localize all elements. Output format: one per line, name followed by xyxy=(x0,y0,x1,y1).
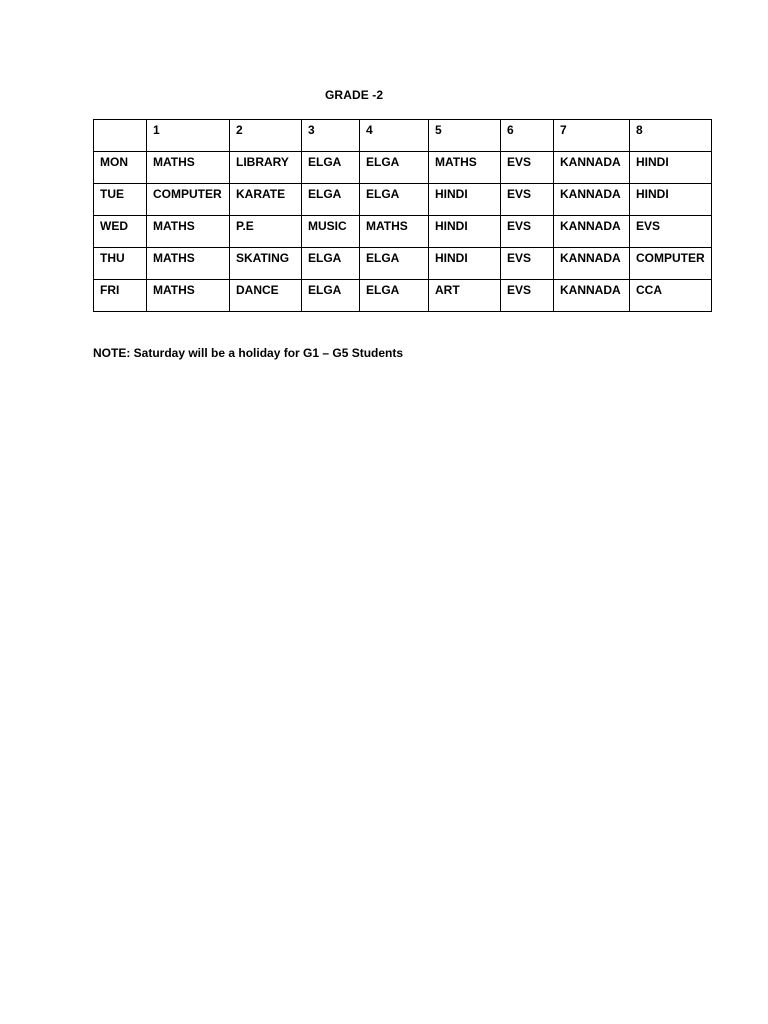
subject-cell: P.E xyxy=(230,216,302,248)
header-cell: 6 xyxy=(501,120,554,152)
subject-cell: HINDI xyxy=(429,216,501,248)
header-cell: 3 xyxy=(302,120,360,152)
day-cell: FRI xyxy=(94,280,147,312)
header-cell: 1 xyxy=(147,120,230,152)
subject-cell: ELGA xyxy=(302,248,360,280)
subject-cell: EVS xyxy=(501,248,554,280)
subject-cell: MATHS xyxy=(429,152,501,184)
subject-cell: MATHS xyxy=(147,280,230,312)
subject-cell: HINDI xyxy=(429,248,501,280)
table-row xyxy=(94,248,712,280)
subject-cell: LIBRARY xyxy=(230,152,302,184)
table-row xyxy=(94,152,712,184)
day-cell: THU xyxy=(94,248,147,280)
header-row xyxy=(94,120,712,152)
subject-cell: SKATING xyxy=(230,248,302,280)
subject-cell: ELGA xyxy=(360,152,429,184)
header-cell: 2 xyxy=(230,120,302,152)
header-cell: 8 xyxy=(630,120,712,152)
subject-cell: HINDI xyxy=(630,184,712,216)
subject-cell: MATHS xyxy=(360,216,429,248)
subject-cell: MATHS xyxy=(147,152,230,184)
header-cell: 4 xyxy=(360,120,429,152)
subject-cell: EVS xyxy=(501,280,554,312)
header-cell xyxy=(94,120,147,152)
subject-cell: ELGA xyxy=(360,184,429,216)
subject-cell: KANNADA xyxy=(554,184,630,216)
subject-cell: EVS xyxy=(630,216,712,248)
subject-cell: MUSIC xyxy=(302,216,360,248)
header-cell: 7 xyxy=(554,120,630,152)
page-title: GRADE -2 xyxy=(325,88,384,102)
subject-cell: ELGA xyxy=(302,152,360,184)
subject-cell: ELGA xyxy=(302,280,360,312)
subject-cell: KANNADA xyxy=(554,216,630,248)
day-cell: MON xyxy=(94,152,147,184)
subject-cell: ELGA xyxy=(360,280,429,312)
table-row xyxy=(94,216,712,248)
subject-cell: KANNADA xyxy=(554,152,630,184)
table-row xyxy=(94,280,712,312)
header-cell: 5 xyxy=(429,120,501,152)
day-cell: TUE xyxy=(94,184,147,216)
subject-cell: ELGA xyxy=(360,248,429,280)
holiday-note: NOTE: Saturday will be a holiday for G1 – G5 Students xyxy=(93,346,404,360)
table-row xyxy=(94,184,712,216)
day-cell: WED xyxy=(94,216,147,248)
subject-cell: COMPUTER xyxy=(147,184,230,216)
subject-cell: EVS xyxy=(501,184,554,216)
subject-cell: KARATE xyxy=(230,184,302,216)
subject-cell: MATHS xyxy=(147,248,230,280)
subject-cell: EVS xyxy=(501,216,554,248)
subject-cell: ART xyxy=(429,280,501,312)
subject-cell: HINDI xyxy=(429,184,501,216)
subject-cell: HINDI xyxy=(630,152,712,184)
subject-cell: MATHS xyxy=(147,216,230,248)
subject-cell: KANNADA xyxy=(554,280,630,312)
subject-cell: COMPUTER xyxy=(630,248,712,280)
subject-cell: EVS xyxy=(501,152,554,184)
subject-cell: DANCE xyxy=(230,280,302,312)
subject-cell: ELGA xyxy=(302,184,360,216)
subject-cell: CCA xyxy=(630,280,712,312)
timetable xyxy=(93,119,712,312)
subject-cell: KANNADA xyxy=(554,248,630,280)
